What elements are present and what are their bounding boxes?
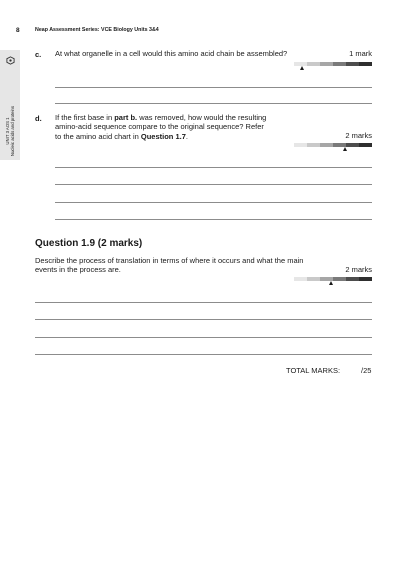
side-tab-topic: Nucleic acids and proteins (10, 105, 15, 157)
question-d-text-part: . (185, 131, 188, 141)
difficulty-bar (294, 62, 372, 66)
question-1-9-marks: 2 marks (345, 265, 372, 274)
answer-line[interactable] (55, 167, 372, 168)
question-1-9-text-line: events in the process are. (35, 265, 121, 275)
difficulty-marker (300, 66, 304, 70)
question-d-text-part: to the amino acid chart in (55, 131, 141, 141)
side-tab-text (5, 91, 15, 171)
page-number: 8 (16, 27, 20, 34)
answer-line[interactable] (35, 337, 372, 338)
question-d-ref-question: Question 1.7 (140, 131, 186, 141)
answer-line[interactable] (35, 354, 372, 355)
question-c-marks: 1 mark (349, 49, 372, 58)
question-d-ref-part: part b. (114, 113, 138, 122)
difficulty-marker (343, 147, 347, 151)
question-d-marks: 2 marks (345, 131, 372, 140)
answer-line[interactable] (35, 302, 372, 303)
question-d-text-line: amino-acid sequence compare to the original sequence? Refer (55, 122, 264, 132)
difficulty-marker (329, 281, 333, 285)
question-c-label: c. (35, 50, 42, 59)
question-1-9-title: Question 1.9 (2 marks) (35, 238, 143, 249)
question-d-text-part: was removed, how would the resulting (137, 113, 267, 122)
answer-line[interactable] (55, 87, 372, 88)
question-1-9-text-line: Describe the process of translation in terms of where it occurs and what the main (35, 256, 304, 265)
question-d-label: d. (35, 114, 42, 123)
difficulty-bar (294, 143, 372, 147)
molecule-icon (6, 56, 15, 65)
side-tab-unit: UNIT 3 AOS 1 (5, 117, 10, 145)
answer-line[interactable] (55, 184, 372, 185)
question-c-text: At what organelle in a cell would this amino acid chain be assembled? (55, 49, 288, 58)
answer-line[interactable] (55, 202, 372, 203)
total-marks-label: TOTAL MARKS: (286, 366, 341, 375)
answer-line[interactable] (55, 103, 372, 104)
answer-line[interactable] (35, 319, 372, 320)
question-d-text (55, 113, 315, 141)
series-title: Neap Assessment Series: VCE Biology Units 3&4 (35, 27, 159, 33)
total-marks-value: /25 (361, 366, 372, 375)
question-d-text-part: If the first base in (55, 113, 115, 122)
answer-line[interactable] (55, 219, 372, 220)
question-1-9-text (35, 256, 303, 275)
